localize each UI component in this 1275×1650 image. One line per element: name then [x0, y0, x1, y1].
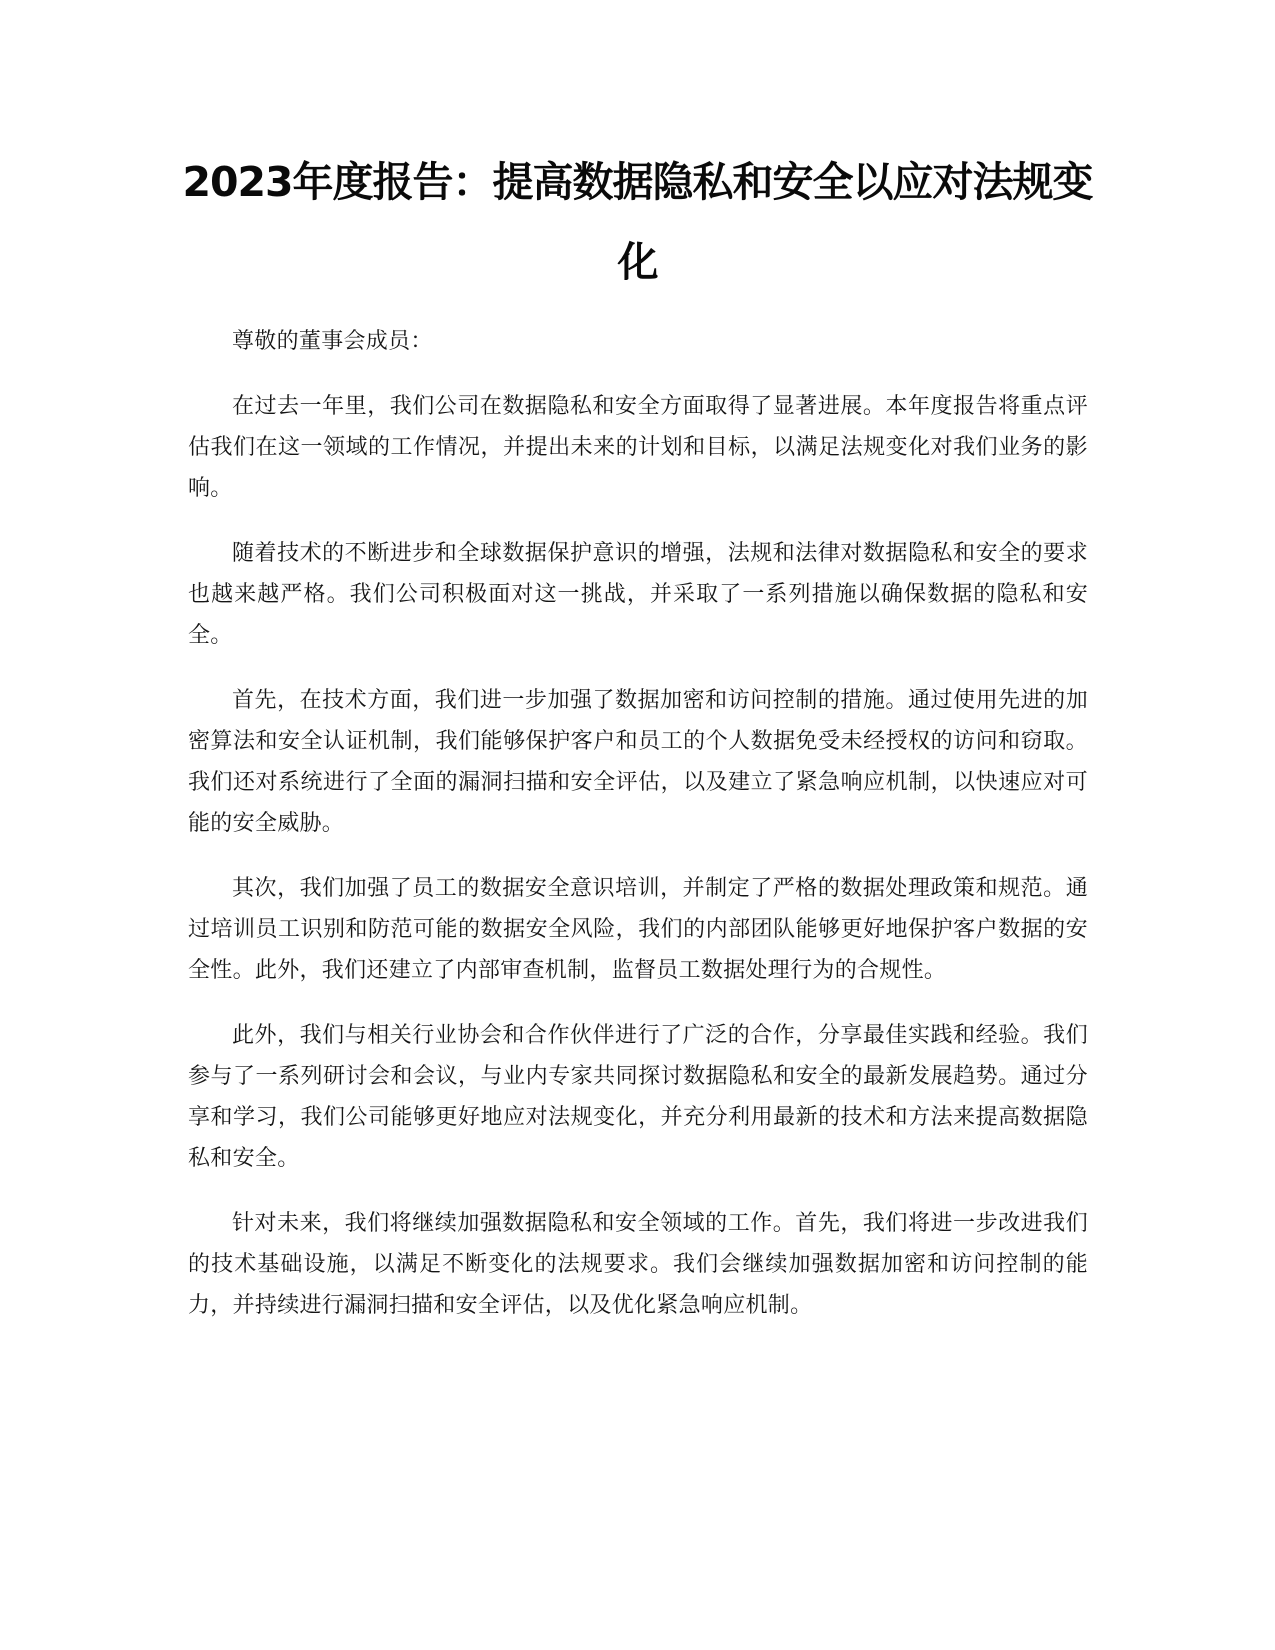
paragraph-technical-measures: 首先，在技术方面，我们进一步加强了数据加密和访问控制的措施。通过使用先进的加密算法和安全认证机制，我们能够保护客户和员工的个人数据免受未经授权的访问和窃取。我们还对系统进行了全面的漏洞扫描和安全评估，以及建立了紧急响应机制，以快速应对可能的安全威胁。 — [188, 688, 1088, 836]
paragraph-employee-training: 其次，我们加强了员工的数据安全意识培训，并制定了严格的数据处理政策和规范。通过培训员工识别和防范可能的数据安全风险，我们的内部团队能够更好地保护客户数据的安全性。此外，我们还建立了内部审查机制，监督员工数据处理行为的合规性。 — [188, 876, 1088, 983]
paragraph-regulatory-context: 随着技术的不断进步和全球数据保护意识的增强，法规和法律对数据隐私和安全的要求也越来越严格。我们公司积极面对这一挑战，并采取了一系列措施以确保数据的隐私和安全。 — [188, 541, 1088, 648]
paragraph-progress: 在过去一年里，我们公司在数据隐私和安全方面取得了显著进展。本年度报告将重点评估我们在这一领域的工作情况，并提出未来的计划和目标，以满足法规变化对我们业务的影响。 — [188, 394, 1088, 501]
salutation: 尊敬的董事会成员： — [232, 329, 433, 354]
document-title: 2023年度报告：提高数据隐私和安全以应对法规变化 — [182, 158, 1093, 286]
paragraph-industry-collaboration: 此外，我们与相关行业协会和合作伙伴进行了广泛的合作，分享最佳实践和经验。我们参与了一系列研讨会和会议，与业内专家共同探讨数据隐私和安全的最新发展趋势。通过分享和学习，我们公司能够更好地应对法规变化，并充分利用最新的技术和方法来提高数据隐私和安全。 — [188, 1023, 1088, 1171]
document-body — [188, 321, 1088, 1350]
paragraph-future-plans: 针对未来，我们将继续加强数据隐私和安全领域的工作。首先，我们将进一步改进我们的技术基础设施，以满足不断变化的法规要求。我们会继续加强数据加密和访问控制的能力，并持续进行漏洞扫描和安全评估，以及优化紧急响应机制。 — [188, 1211, 1088, 1318]
